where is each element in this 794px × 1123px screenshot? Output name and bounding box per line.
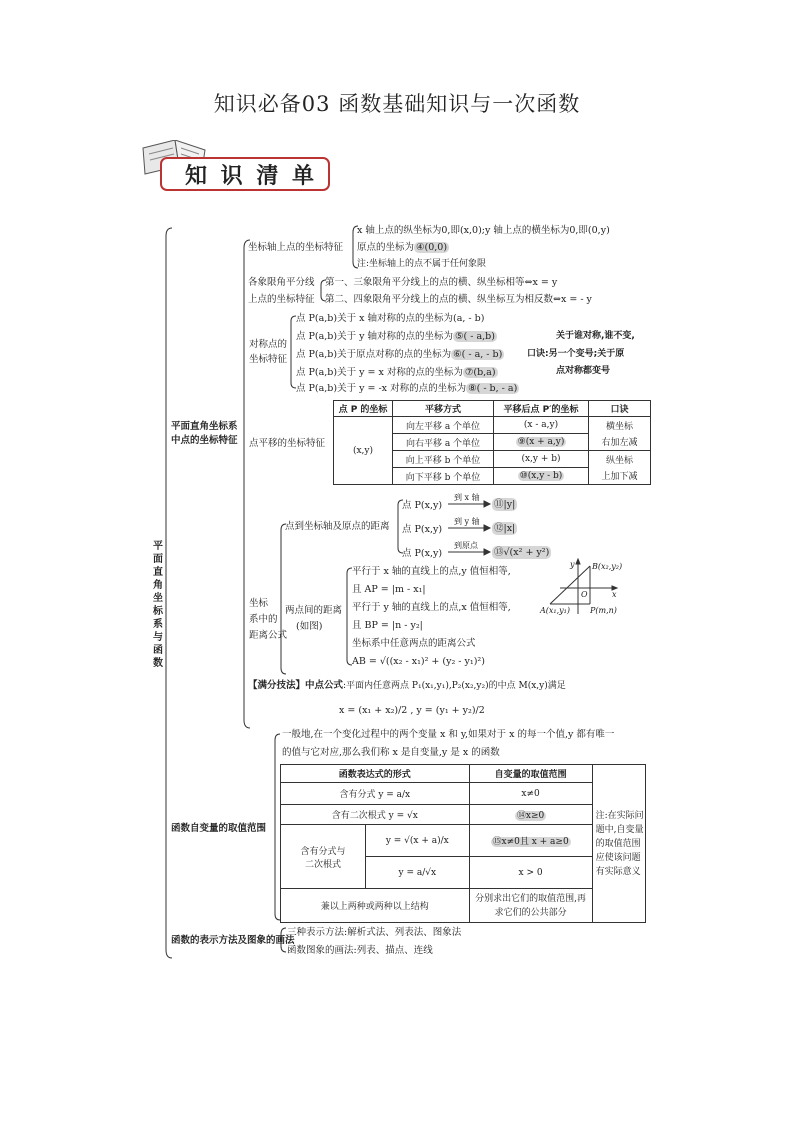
answer-12: ⑫|x| — [494, 523, 516, 534]
fig-label-p: P(m,n) — [590, 606, 617, 615]
symmetry-item-1: 点 P(a,b)关于 x 轴对称的点的坐标为(a, - b) — [296, 313, 485, 324]
answer-9: ⑨(x + a,y) — [517, 437, 565, 447]
translation-result-2 — [494, 434, 589, 451]
symmetry-mnemonic-1: 关于谁对称,谁不变, — [556, 331, 635, 341]
domain-form-3: y = √(x + a)/x — [366, 825, 470, 857]
two-point-item-5: 坐标系中任意两点的距离公式 — [352, 638, 476, 649]
answer-6: ⑥( - a, - b) — [453, 349, 503, 360]
arrow-label-1: 到 x 轴 — [454, 493, 480, 502]
answer-15: ⑮x≠0且 x + a≥0 — [492, 837, 569, 847]
translation-way-3: 向上平移 b 个单位 — [393, 451, 494, 468]
banner-label: 知 识 清 单 — [185, 164, 317, 189]
domain-note-cell — [592, 765, 645, 923]
dist-point-3: 点 P(x,y) — [402, 548, 443, 559]
domain-mixed-label-2: 二次根式 — [304, 859, 341, 870]
answer-4: ④(0,0) — [416, 242, 448, 253]
two-point-title-1: 两点间的距离 — [285, 605, 343, 616]
fig-label-b: B(x₂,y₂) — [592, 562, 623, 571]
symmetry-item-5-text: 点 P(a,b)关于 y = -x 对称的点的坐标为 — [296, 383, 467, 394]
two-point-item-1: 平行于 x 轴的直线上的点,y 值恒相等, — [352, 566, 511, 577]
translation-tip-2: 右加左减 — [589, 434, 651, 451]
bisector-title-2: 上点的坐标特征 — [248, 294, 315, 305]
domain-table — [280, 764, 646, 923]
translation-way-2: 向右平移 a 个单位 — [393, 434, 494, 451]
section1-label-line1: 平面直角坐标系 — [171, 421, 238, 432]
translation-point: (x,y) — [334, 417, 393, 485]
translation-header-tip: 口诀 — [589, 401, 651, 417]
midpoint-line — [248, 679, 566, 693]
representation-item-2: 函数图象的画法:列表、描点、连线 — [287, 945, 433, 956]
domain-note-5: 有实际意义 — [595, 866, 641, 877]
translation-result-3: (x,y + b) — [494, 451, 589, 468]
domain-form-4: y = a/√x — [366, 857, 470, 889]
fig-label-y: y — [570, 560, 575, 569]
representation-item-1: 三种表示方法:解析式法、列表法、图象法 — [287, 927, 462, 938]
section2-label: 函数自变量的取值范围 — [171, 823, 267, 834]
answer-13: ⑬√(x² + y²) — [494, 547, 550, 558]
fig-label-o: O — [581, 590, 588, 599]
answer-14: ⑭x≥0 — [516, 811, 545, 821]
domain-header-range: 自变量的取值范围 — [469, 765, 592, 783]
root-label: 平面直角坐标系与函数 — [153, 541, 163, 669]
domain-header-form: 函数表达式的形式 — [281, 765, 470, 783]
domain-range-3 — [469, 825, 592, 857]
distance-title-1: 坐标 — [249, 598, 269, 609]
midpoint-text: :平面内任意两点 P₁(x₁,y₁),P₂(x₂,y₂)的中点 M(x,y)满足 — [343, 681, 566, 691]
answer-7: ⑦(b,a) — [464, 367, 496, 378]
axis-feature-title: 坐标轴上点的坐标特征 — [248, 242, 344, 253]
translation-header-way: 平移方式 — [393, 401, 494, 417]
translation-title: 点平移的坐标特征 — [249, 438, 326, 449]
symmetry-item-3 — [296, 348, 504, 361]
bisector-item-2: 第二、四象限角平分线上的点的横、纵坐标互为相反数⇔x = - y — [325, 294, 592, 305]
answer-5: ⑤( - a,b) — [455, 331, 495, 342]
arrow-label-2: 到 y 轴 — [454, 517, 480, 526]
dist-point-2: 点 P(x,y) — [402, 524, 443, 535]
two-point-item-4: 且 BP = |n - y₂| — [352, 620, 423, 631]
distance-title-2: 系中的 — [249, 614, 278, 625]
translation-header-point: 点 P 的坐标 — [334, 401, 393, 417]
domain-note-3: 的取值范围 — [595, 838, 641, 849]
bisector-title-1: 各象限角平分线 — [248, 277, 315, 288]
two-point-item-3: 平行于 y 轴的直线上的点,x 值恒相等, — [352, 602, 511, 613]
axis-item-2-text: 原点的坐标为 — [357, 242, 415, 253]
translation-tip-4: 上加下减 — [589, 468, 651, 485]
page-title: 知识必备03 函数基础知识与一次函数 — [213, 92, 581, 116]
domain-form-5: 兼以上两种或两种以上结构 — [281, 889, 470, 923]
translation-result-1: (x - a,y) — [494, 417, 589, 434]
symmetry-item-4-text: 点 P(a,b)关于 y = x 对称的点的坐标为 — [296, 367, 463, 378]
symmetry-item-2 — [296, 330, 497, 343]
domain-form-1: 含有分式 y = a/x — [281, 783, 470, 805]
symmetry-title-1: 对称点的 — [249, 339, 288, 350]
translation-header-result: 平移后点 P′的坐标 — [494, 401, 589, 417]
domain-range-2 — [469, 805, 592, 825]
domain-note-2: 题中,自变量 — [595, 824, 644, 835]
translation-way-1: 向左平移 a 个单位 — [393, 417, 494, 434]
function-def-1: 一般地,在一个变化过程中的两个变量 x 和 y,如果对于 x 的每一个值,y 都有唯一 — [282, 729, 615, 740]
bisector-item-1: 第一、三象限角平分线上的点的横、纵坐标相等⇔x = y — [325, 277, 558, 288]
distance-title-3: 距离公式 — [249, 630, 288, 641]
axis-item-2 — [357, 241, 449, 254]
coordinate-figure — [540, 558, 630, 618]
translation-tip-3: 纵坐标 — [589, 451, 651, 468]
midpoint-tag: 【满分技法】中点公式 — [248, 680, 344, 691]
symmetry-mnemonic-3: 点对称都变号 — [556, 366, 611, 376]
arrow-label-3: 到原点 — [454, 541, 478, 550]
point-axis-distance-title: 点到坐标轴及原点的距离 — [285, 521, 390, 532]
function-def-2: 的值与它对应,那么我们称 x 是自变量,y 是 x 的函数 — [282, 747, 500, 758]
two-point-title-2: (如图) — [296, 621, 323, 632]
axis-item-1: x 轴上点的纵坐标为0,即(x,0);y 轴上点的横坐标为0,即(0,y) — [357, 225, 610, 236]
dist-point-1: 点 P(x,y) — [402, 500, 443, 511]
answer-10: ⑩(x,y - b) — [519, 471, 563, 481]
two-point-item-2: 且 AP = |m - x₁| — [352, 584, 426, 595]
two-point-item-6: AB = √((x₂ - x₁)² + (y₂ - y₁)²) — [352, 656, 485, 667]
symmetry-item-3-text: 点 P(a,b)关于原点对称的点的坐标为 — [296, 349, 452, 360]
domain-note-1: 注:在实际问 — [595, 810, 644, 821]
symmetry-item-4 — [296, 366, 498, 379]
section3-label: 函数的表示方法及图象的画法 — [171, 935, 295, 946]
translation-tip-1: 横坐标 — [589, 417, 651, 434]
answer-11: ⑪|y| — [494, 499, 516, 510]
symmetry-item-2-text: 点 P(a,b)关于 y 轴对称的点的坐标为 — [296, 331, 453, 342]
translation-result-4 — [494, 468, 589, 485]
fig-label-a: A(x₁,y₁) — [540, 606, 571, 615]
symmetry-title-2: 坐标特征 — [249, 354, 288, 365]
translation-table — [333, 400, 651, 485]
domain-range-1: x≠0 — [469, 783, 592, 805]
midpoint-formula: x = (x₁ + x₂)/2 , y = (y₁ + y₂)/2 — [339, 705, 485, 716]
symmetry-item-5 — [296, 382, 519, 395]
axis-item-3: 注:坐标轴上的点不属于任何象限 — [357, 259, 487, 269]
translation-way-4: 向下平移 b 个单位 — [393, 468, 494, 485]
symmetry-mnemonic-2: 口诀:另一个变号;关于原 — [527, 349, 625, 359]
domain-range-4: x > 0 — [469, 857, 592, 889]
fig-label-x: x — [612, 590, 617, 599]
section1-label-line2: 中点的坐标特征 — [171, 435, 238, 446]
domain-mixed-label — [281, 825, 366, 889]
domain-note-4: 应使该问题 — [595, 852, 641, 863]
domain-mixed-label-1: 含有分式与 — [300, 846, 346, 857]
domain-form-2: 含有二次根式 y = √x — [281, 805, 470, 825]
answer-8: ⑧( - b, - a) — [468, 383, 518, 394]
domain-range-5: 分别求出它们的取值范围,再求它们的公共部分 — [469, 889, 592, 923]
